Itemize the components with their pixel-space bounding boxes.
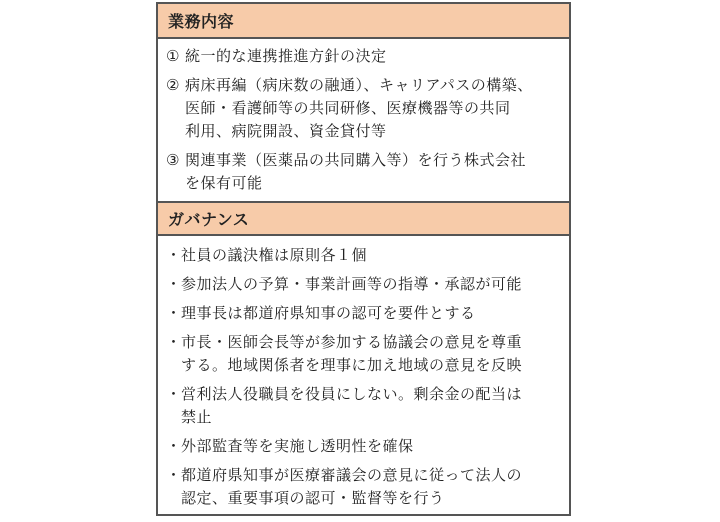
item-text: 統一的な連携推進方針の決定	[185, 47, 387, 65]
item-text: 医師・看護師等の共同研修、医療機器等の共同	[185, 99, 511, 117]
item-number: ③	[166, 151, 180, 169]
governance-item	[166, 464, 563, 510]
bullet-icon: ・	[166, 437, 182, 455]
item-text: 外部監査等を実施し透明性を確保	[181, 437, 414, 455]
bullet-icon: ・	[166, 246, 182, 264]
item-text: する。地域関係者を理事に加え地域の意見を反映	[181, 356, 523, 374]
business-item	[166, 149, 563, 195]
bullet-icon: ・	[166, 333, 182, 351]
item-text: 社員の議決権は原則各１個	[181, 246, 368, 264]
business-item	[166, 45, 563, 68]
item-text: 市長・医師会長等が参加する協議会の意見を尊重	[181, 333, 523, 351]
business-list	[158, 39, 569, 201]
governance-item	[166, 435, 563, 458]
item-text: 関連事業（医薬品の共同購入等）を行う株式会社	[185, 151, 527, 169]
item-text: 参加法人の予算・事業計画等の指導・承認が可能	[181, 275, 523, 293]
item-text: 営利法人役職員を役員にしない。剰余金の配当は	[181, 385, 523, 403]
bullet-icon: ・	[166, 304, 182, 322]
item-text: 理事長は都道府県知事の認可を要件とする	[181, 304, 476, 322]
governance-item	[166, 244, 563, 267]
governance-item	[166, 331, 563, 377]
info-table	[156, 2, 571, 516]
governance-item	[166, 383, 563, 429]
bullet-icon: ・	[166, 466, 182, 484]
governance-item	[166, 273, 563, 296]
bullet-icon: ・	[166, 275, 182, 293]
governance-list	[158, 236, 569, 510]
item-text: を保有可能	[185, 174, 263, 192]
item-text: 認定、重要事項の認可・監督等を行う	[181, 489, 445, 507]
business-item	[166, 74, 563, 143]
governance-item	[166, 302, 563, 325]
item-number: ①	[166, 47, 180, 65]
governance-header	[158, 201, 569, 236]
item-text: 禁止	[181, 408, 213, 426]
item-text: 利用、病院開設、資金貸付等	[185, 122, 387, 140]
item-text: 都道府県知事が医療審議会の意見に従って法人の	[181, 466, 523, 484]
item-text: 病床再編（病床数の融通）、キャリアパスの構築、	[185, 76, 533, 94]
item-number: ②	[166, 76, 180, 94]
governance-title: ガバナンス	[168, 210, 250, 229]
business-title: 業務内容	[168, 12, 235, 31]
business-header	[158, 4, 569, 39]
bullet-icon: ・	[166, 385, 182, 403]
